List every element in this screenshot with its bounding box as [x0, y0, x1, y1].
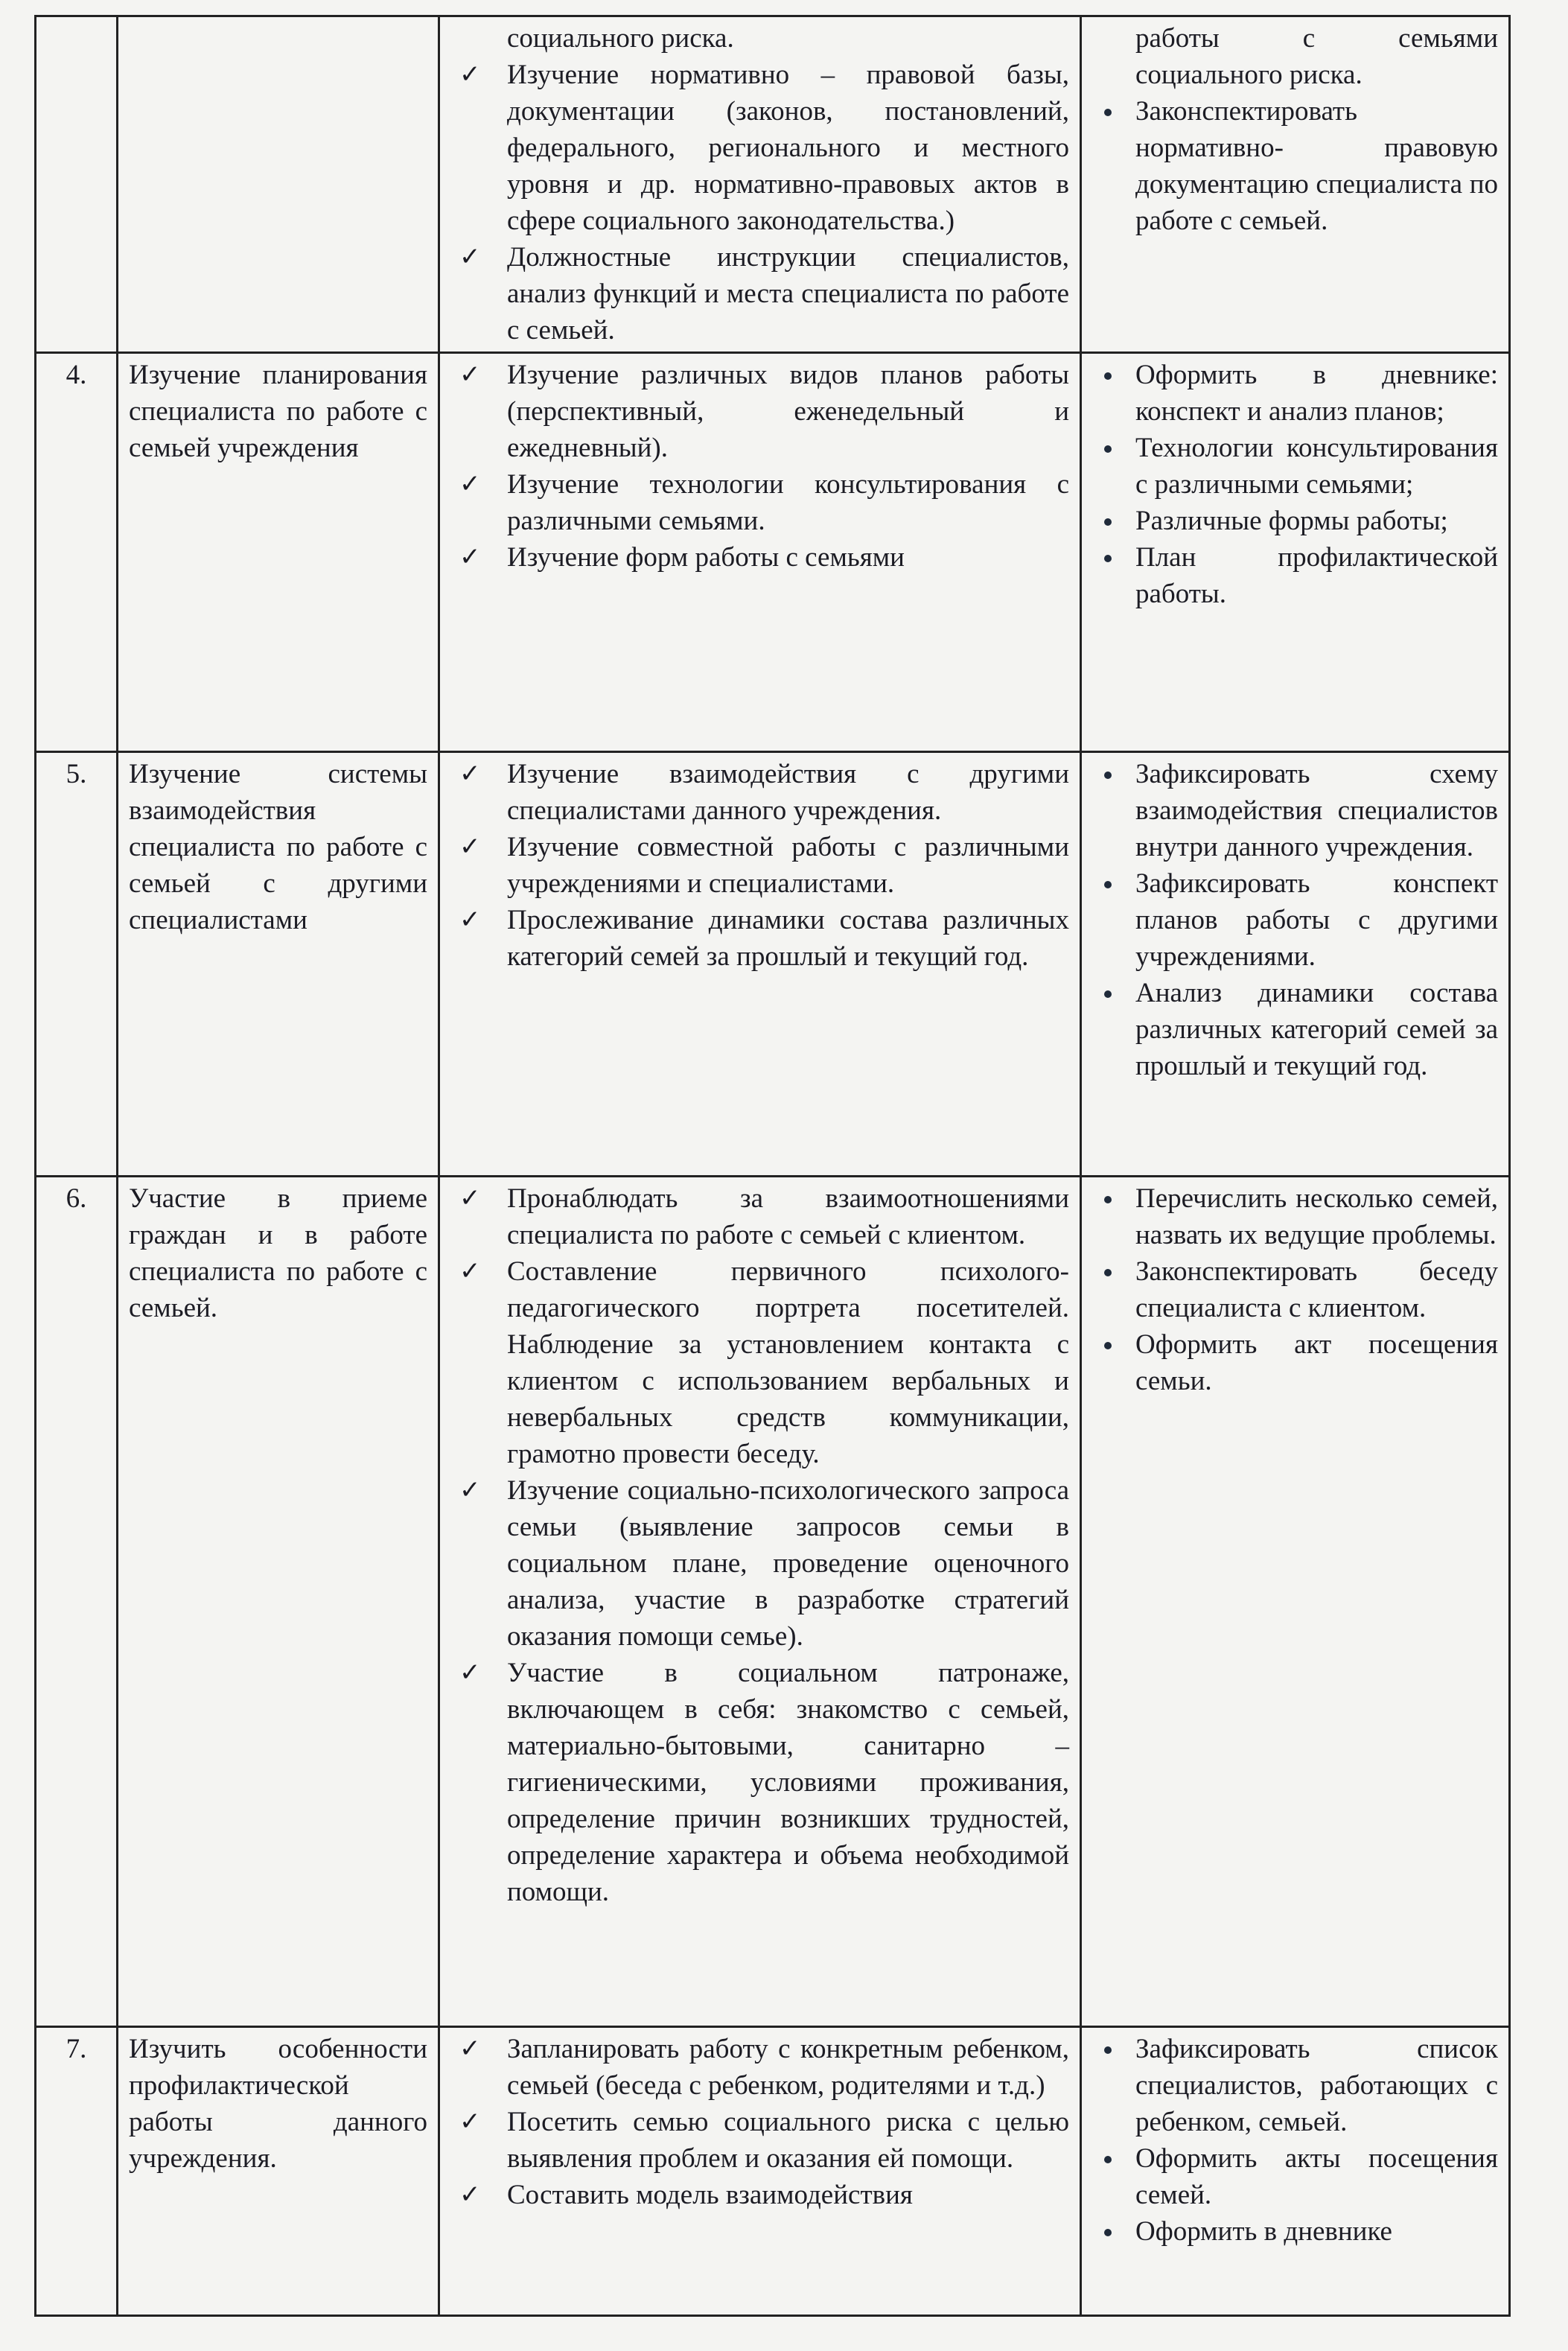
- result-item: Зафиксировать конспект планов работы с другими учреждениями.: [1092, 865, 1498, 975]
- practice-plan-table: [34, 15, 1511, 2317]
- row-tasks: [439, 1177, 1081, 2027]
- row-number: 4.: [36, 353, 118, 752]
- task-item: ✓ Посетить семью социального риска с целью выявления проблем и оказания ей помощи.: [450, 2104, 1069, 2177]
- row-tasks: [439, 353, 1081, 752]
- task-list: [450, 756, 1069, 975]
- row-number: [36, 16, 118, 353]
- result-item: Оформить акты посещения семей.: [1092, 2140, 1498, 2213]
- result-item: Зафиксировать список специалистов, работающих с ребенком, семьей.: [1092, 2031, 1498, 2140]
- task-item: ✓ Изучение различных видов планов работы (перспективный, еженедельный и ежедневный).: [450, 357, 1069, 466]
- task-item: ✓ Прослеживание динамики состава различных категорий семей за прошлый и текущий год.: [450, 902, 1069, 975]
- row-topic: Изучить особенности профилактической работы данного учреждения.: [118, 2027, 439, 2316]
- task-list: [450, 1180, 1069, 1910]
- task-item: ✓ Составить модель взаимодействия: [450, 2177, 1069, 2213]
- task-list: [450, 357, 1069, 576]
- table-row: [36, 1177, 1510, 2027]
- row-tasks: [439, 752, 1081, 1177]
- task-item: ✓ Изучение социально-психологического запроса семьи (выявление запросов семьи в социальном плане, проведение оценочного анализа, участие в разработке стратегий оказания помощи семье).: [450, 1472, 1069, 1655]
- task-item: ✓ Изучение нормативно – правовой базы, документации (законов, постановлений, федерального, регионального и местного уровня и др. нормативно-правовых актов в сфере социального законодательства.): [450, 57, 1069, 239]
- table-row: [36, 2027, 1510, 2316]
- task-item: ✓ Составление первичного психолого-педагогического портрета посетителей. Наблюдение за установлением контакта с клиентом с использованием вербальных и невербальных средств коммуникации, грамотно провести беседу.: [450, 1253, 1069, 1472]
- row-results: [1081, 16, 1510, 353]
- row-results: [1081, 353, 1510, 752]
- result-list: [1092, 756, 1498, 1084]
- result-item: Оформить акт посещения семьи.: [1092, 1326, 1498, 1399]
- row-number: 5.: [36, 752, 118, 1177]
- row-results: [1081, 1177, 1510, 2027]
- row-topic: [118, 16, 439, 353]
- task-item: ✓ Изучение форм работы с семьями: [450, 539, 1069, 576]
- task-item: ✓ Пронаблюдать за взаимоотношениями специалиста по работе с семьей с клиентом.: [450, 1180, 1069, 1253]
- row-tasks: [439, 16, 1081, 353]
- task-item: ✓ Изучение совместной работы с различными учреждениями и специалистами.: [450, 829, 1069, 902]
- table-row: [36, 752, 1510, 1177]
- row-topic: Участие в приеме граждан и в работе специалиста по работе с семьей.: [118, 1177, 439, 2027]
- result-item: Оформить в дневнике: [1092, 2213, 1498, 2250]
- result-list: [1092, 357, 1498, 612]
- result-list: [1092, 2031, 1498, 2250]
- result-list: [1092, 1180, 1498, 1399]
- task-list: [450, 2031, 1069, 2213]
- result-item: Зафиксировать схему взаимодействия специалистов внутри данного учреждения.: [1092, 756, 1498, 865]
- row-topic: Изучение планирования специалиста по работе с семьей учреждения: [118, 353, 439, 752]
- task-item: ✓ Участие в социальном патронаже, включающем в себя: знакомство с семьей, материально-бытовыми, санитарно – гигиеническими, условиями проживания, определение причин возникших трудностей, определение характера и объема необходимой помощи.: [450, 1655, 1069, 1910]
- result-item: Различные формы работы;: [1092, 503, 1498, 539]
- result-item: Законспектировать нормативно- правовую документацию специалиста по работе с семьей.: [1092, 93, 1498, 239]
- result-item: Анализ динамики состава различных категорий семей за прошлый и текущий год.: [1092, 975, 1498, 1084]
- row-number: 7.: [36, 2027, 118, 2316]
- row-tasks: [439, 2027, 1081, 2316]
- result-item: Оформить в дневнике: конспект и анализ планов;: [1092, 357, 1498, 430]
- result-list: [1092, 93, 1498, 239]
- result-item: Законспектировать беседу специалиста с клиентом.: [1092, 1253, 1498, 1326]
- table-row: [36, 353, 1510, 752]
- row-results: [1081, 2027, 1510, 2316]
- result-item: Технологии консультирования с различными семьями;: [1092, 430, 1498, 503]
- result-item: Перечислить несколько семей, назвать их ведущие проблемы.: [1092, 1180, 1498, 1253]
- task-list: [450, 57, 1069, 349]
- task-item: ✓ Запланировать работу с конкретным ребенком, семьей (беседа с ребенком, родителями и т.д.): [450, 2031, 1069, 2104]
- result-item: План профилактической работы.: [1092, 539, 1498, 612]
- task-item: ✓ Изучение технологии консультирования с различными семьями.: [450, 466, 1069, 539]
- row-topic: Изучение системы взаимодействия специалиста по работе с семьей с другими специалистами: [118, 752, 439, 1177]
- table-row: [36, 16, 1510, 353]
- task-item: ✓ Изучение взаимодействия с другими специалистами данного учреждения.: [450, 756, 1069, 829]
- row-number: 6.: [36, 1177, 118, 2027]
- task-item: ✓ Должностные инструкции специалистов, анализ функций и места специалиста по работе с семьей.: [450, 239, 1069, 349]
- task-continuation: социального риска.: [507, 23, 734, 54]
- row-results: [1081, 752, 1510, 1177]
- result-continuation: работы с семьями социального риска.: [1135, 23, 1498, 90]
